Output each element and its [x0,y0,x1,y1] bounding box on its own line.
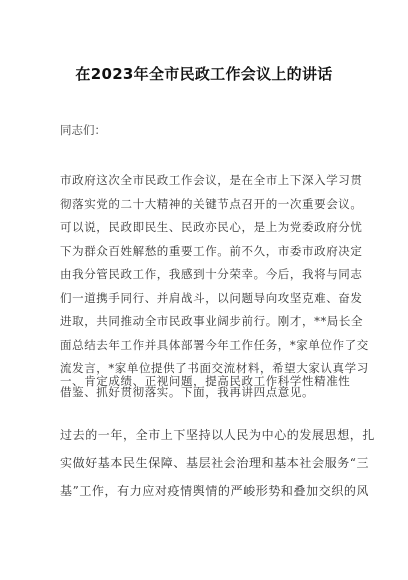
paragraph-opening [60,169,369,404]
section-heading: 一、肯定成绩、正视问题，提高民政工作科学性精准性 [60,374,351,388]
paragraph-line: 借鉴、抓好贯彻落实。下面，我再讲四点意见。 [60,384,315,399]
paragraph-line: 下为群众百姓解愁的重要工作。前不久，市委市政府决定 [60,243,363,258]
paragraph-line: 由我分管民政工作，我感到十分荣幸。今后，我将与同志 [60,267,363,281]
salutation: 同志们： [60,123,106,137]
paragraph-line: 面总结去年工作并具体部署今年工作任务，*家单位作了交 [60,337,369,352]
paragraph-line: 市政府这次全市民政工作会议，是在全市上下深入学习贯 [60,173,363,187]
paragraph-line: 实做好基本民生保障、基层社会治理和基本社会服务“三 [60,456,370,470]
paragraph-line: 可以说，民政即民生、民政亦民心，是上为党委政府分忧 [60,220,363,234]
paragraph-line: 进取，共同推动全市民政事业阔步前行。刚才，**局长全 [60,314,364,328]
paragraph-line: 们一道携手同行、并肩战斗，以问题导向攻坚克难、奋发 [60,290,363,305]
paragraph-review [60,421,376,505]
paragraph-line: 彻落实党的二十大精神的关键节点召开的一次重要会议。 [60,196,363,211]
document-title: 在2023年全市民政工作会议上的讲话 [75,65,333,83]
paragraph-line: 过去的一年，全市上下坚持以人民为中心的发展思想，扎 [60,428,376,442]
paragraph-line: 流发言，*家单位提供了书面交流材料，希望大家认真学习 [60,361,369,375]
paragraph-line: 基”工作，有力应对疫情舆情的严峻形势和叠加交织的风 [60,484,370,498]
